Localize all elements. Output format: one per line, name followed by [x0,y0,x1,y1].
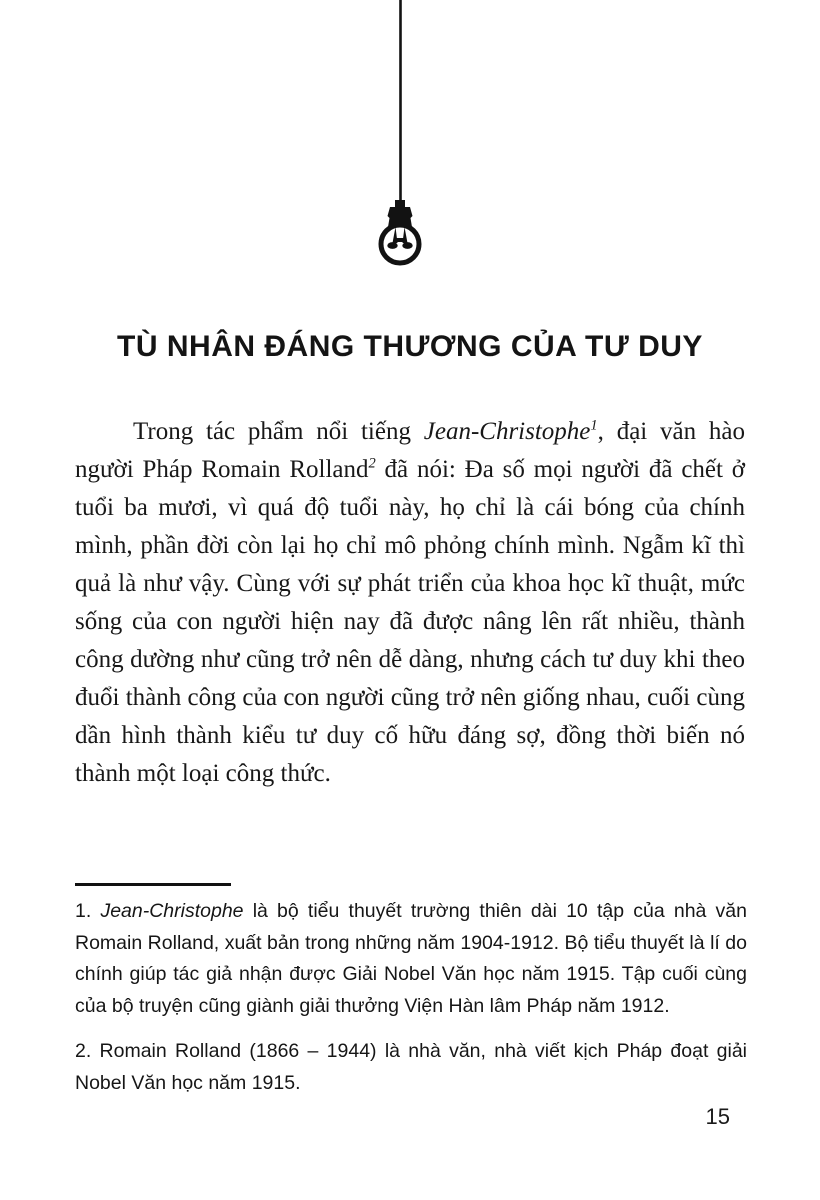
footnote-ref-2: 2 [368,455,376,472]
paragraph-text-tail: đã nói: Đa số mọi người đã chết ở tuổi ba mươi, vì quá độ tuổi này, họ chỉ là cái bóng của chính mình, phần đời còn lại họ chỉ mô phỏng chính mình. Ngẫm kĩ thì quả là như vậy. Cùng với sự phát triển của khoa học kĩ thuật, mức sống của con người hiện nay đã được nâng lên rất nhiều, thành công dường như cũng trở nên dễ dàng, nhưng cách tư duy khi theo đuổi thành công của con người cũng trở nên giống nhau, cuối cùng dần hình thành kiểu tư duy cố hữu đáng sợ, đồng thời biến nó thành một loại công thức. [75,456,745,787]
footnote-1-number: 1. [75,900,101,922]
page-number: 15 [705,1104,730,1129]
footnote-1-book-title-italic: Jean-Christophe [100,900,244,922]
book-title-italic: Jean-Christophe [423,418,591,445]
paragraph-text-mid: , đại văn hào người Pháp Romain Rolland [75,418,745,483]
hanging-light-bulb-icon [368,0,432,280]
body-paragraph [75,413,745,793]
footnote-ref-1: 1 [590,417,598,434]
paragraph-text-lead: Trong tác phẩm nổi tiếng [133,418,424,445]
footnote-1-text: là bộ tiểu thuyết trường thiên dài 10 tập của nhà văn Romain Rolland, xuất bản trong những năm 1904-1912. Bộ tiểu thuyết là lí do chính giúp tác giả nhận được Giải Nobel Văn học năm 1915. Tập cuối cùng của bộ truyện cũng giành giải thưởng Viện Hàn lâm Pháp năm 1912. [75,900,747,1017]
footnote-separator [75,883,231,886]
footnotes-block [75,896,747,1113]
footnote-2: 2. Romain Rolland (1866 – 1944) là nhà văn, nhà viết kịch Pháp đoạt giải Nobel Văn học năm 1915. [75,1040,747,1094]
footnote-1 [75,896,747,1022]
chapter-title: TÙ NHÂN ĐÁNG THƯƠNG CỦA TƯ DUY [117,330,703,363]
